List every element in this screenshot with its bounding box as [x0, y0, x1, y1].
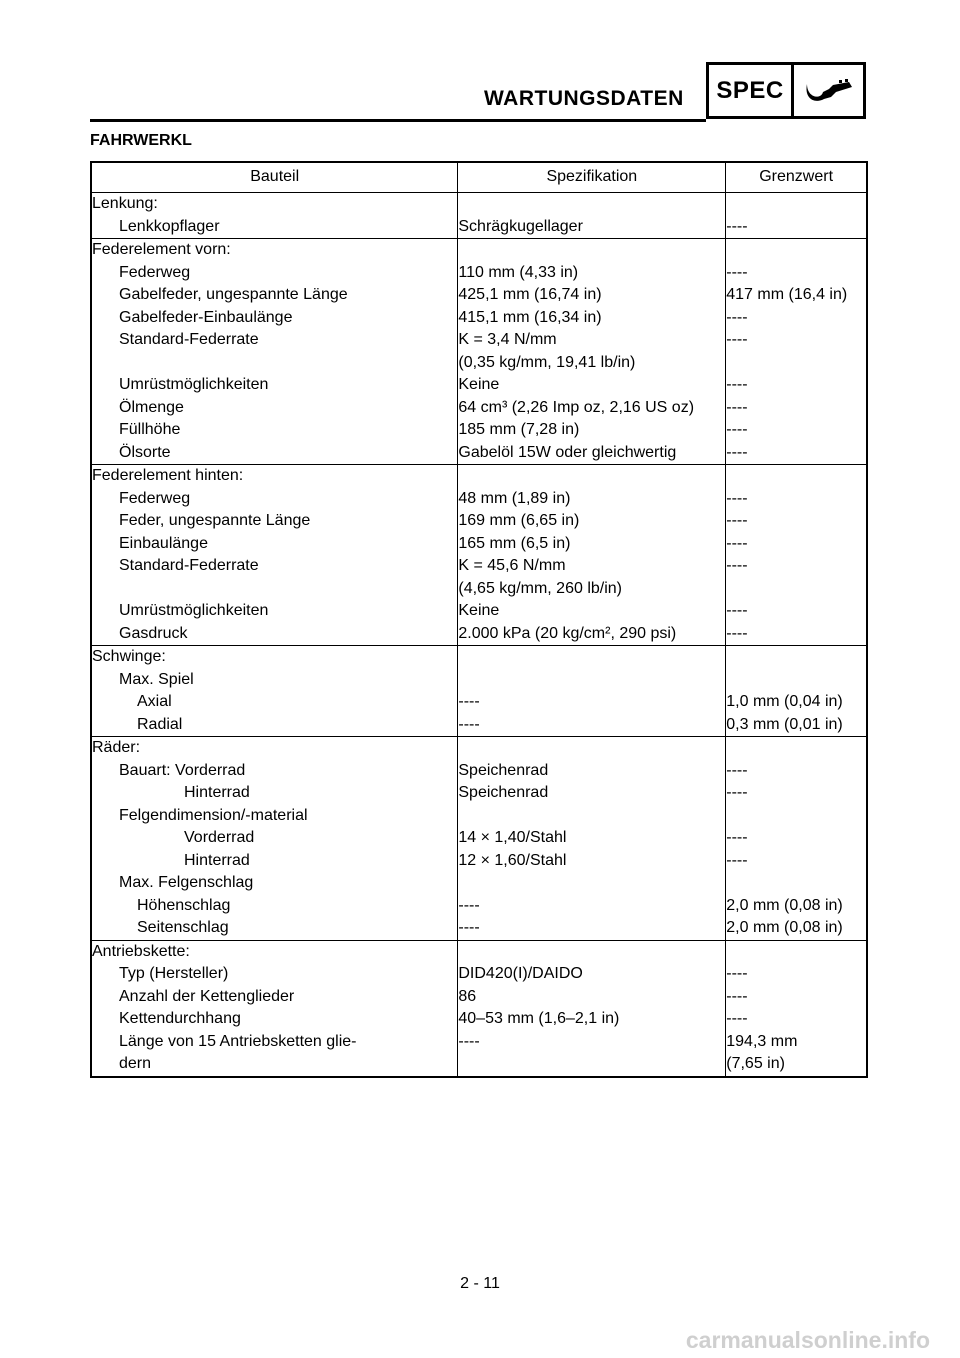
cell-bauteil [91, 352, 458, 375]
cell-bauteil: Bauart: Vorderrad [119, 761, 246, 779]
cell-spezifikation: Gabelöl 15W oder gleichwertig [458, 442, 726, 465]
cell-grenzwert: 0,3 mm (0,01 in) [726, 714, 867, 737]
table-row [91, 352, 867, 375]
cell-grenzwert: ---- [726, 963, 867, 986]
cell-spezifikation: 64 cm³ (2,26 Imp oz, 2,16 US oz) [458, 397, 726, 420]
cell-grenzwert: ---- [726, 419, 867, 442]
cell-grenzwert [726, 940, 867, 963]
cell-spezifikation: 165 mm (6,5 in) [458, 533, 726, 556]
cell-bauteil: Radial [137, 715, 183, 733]
cell-grenzwert: ---- [726, 307, 867, 330]
table-group [91, 646, 867, 737]
cell-spezifikation: 169 mm (6,65 in) [458, 510, 726, 533]
cell-spezifikation: (4,65 kg/mm, 260 lb/in) [458, 578, 726, 601]
header-rule [90, 119, 706, 122]
table-row [91, 600, 867, 623]
cell-grenzwert: 194,3 mm [726, 1031, 867, 1054]
cell-grenzwert: ---- [726, 262, 867, 285]
spec-badge [706, 62, 866, 119]
table-row [91, 760, 867, 783]
cell-spezifikation [458, 872, 726, 895]
table-row [91, 1008, 867, 1031]
column-header-grenzwert: Grenzwert [726, 162, 867, 193]
cell-spezifikation: 185 mm (7,28 in) [458, 419, 726, 442]
cell-grenzwert: ---- [726, 533, 867, 556]
table-row [91, 714, 867, 737]
cell-bauteil: Federweg [119, 263, 191, 281]
cell-grenzwert: ---- [726, 442, 867, 465]
cell-spezifikation: ---- [458, 1031, 726, 1054]
cell-spezifikation: Speichenrad [458, 760, 726, 783]
cell-grenzwert: ---- [726, 555, 867, 578]
cell-spezifikation [458, 239, 726, 262]
table-row [91, 850, 867, 873]
cell-spezifikation: DID420(I)/DAIDO [458, 963, 726, 986]
cell-grenzwert [726, 737, 867, 760]
table-row [91, 284, 867, 307]
cell-bauteil: Schwinge: [91, 646, 458, 669]
table-row [91, 262, 867, 285]
cell-spezifikation: 12 × 1,60/Stahl [458, 850, 726, 873]
table-row [91, 1031, 867, 1054]
table-row [91, 691, 867, 714]
cell-bauteil: Lenkkopflager [119, 217, 220, 235]
cell-grenzwert: 417 mm (16,4 in) [726, 284, 867, 307]
cell-spezifikation: 86 [458, 986, 726, 1009]
table-row [91, 419, 867, 442]
cell-grenzwert: ---- [726, 397, 867, 420]
cell-grenzwert: ---- [726, 510, 867, 533]
cell-bauteil: Seitenschlag [137, 919, 229, 936]
cell-spezifikation [458, 805, 726, 828]
cell-grenzwert: ---- [726, 850, 867, 873]
spec-table [90, 161, 868, 1078]
table-row [91, 442, 867, 465]
cell-grenzwert: ---- [726, 488, 867, 511]
table-row [91, 986, 867, 1009]
table-row [91, 623, 867, 646]
cell-grenzwert: ---- [726, 600, 867, 623]
table-row [91, 646, 867, 669]
cell-bauteil: Max. Spiel [119, 670, 194, 688]
cell-bauteil: Lenkung: [92, 195, 158, 212]
cell-grenzwert: ---- [726, 827, 867, 850]
table-row [91, 940, 867, 963]
cell-bauteil: Gabelfeder-Einbaulänge [119, 308, 293, 326]
table-row [91, 307, 867, 330]
table-row [91, 397, 867, 420]
table-row [91, 465, 867, 488]
table-header-row [91, 162, 867, 193]
cell-spezifikation [458, 465, 726, 488]
table-row [91, 782, 867, 805]
cell-grenzwert [726, 669, 867, 692]
cell-bauteil: Höhenschlag [137, 896, 231, 914]
cell-bauteil: Ölsorte [119, 443, 171, 461]
cell-bauteil: Gasdruck [119, 624, 188, 642]
cell-bauteil: Standard-Federrate [119, 331, 259, 348]
table-row [91, 239, 867, 262]
cell-bauteil: Ölmenge [119, 398, 184, 416]
watermark: carmanualsonline.info [685, 1327, 930, 1353]
cell-bauteil: Räder: [91, 737, 458, 760]
table-row [91, 533, 867, 556]
table-row [91, 578, 867, 601]
cell-grenzwert: ---- [726, 623, 867, 646]
cell-bauteil: Felgendimension/-material [119, 806, 308, 824]
cell-bauteil: Feder, ungespannte Länge [119, 512, 311, 529]
cell-bauteil: Federelement hinten: [91, 465, 458, 488]
cell-grenzwert: ---- [726, 986, 867, 1009]
cell-bauteil: Federelement vorn: [91, 239, 458, 262]
cell-spezifikation [458, 1053, 726, 1077]
cell-bauteil: Hinterrad [184, 851, 250, 869]
cell-spezifikation: 415,1 mm (16,34 in) [458, 307, 726, 330]
cell-spezifikation: ---- [458, 895, 726, 918]
cell-spezifikation: 14 × 1,40/Stahl [458, 827, 726, 850]
cell-grenzwert: 2,0 mm (0,08 in) [726, 895, 867, 918]
cell-grenzwert: ---- [726, 216, 867, 239]
cell-spezifikation: 425,1 mm (16,74 in) [458, 284, 726, 307]
cell-grenzwert: ---- [726, 1008, 867, 1031]
cell-bauteil: Antriebskette: [91, 940, 458, 963]
cell-spezifikation: ---- [458, 917, 726, 940]
cell-grenzwert [726, 193, 867, 216]
table-group [91, 465, 867, 646]
cell-grenzwert [726, 646, 867, 669]
cell-spezifikation: Keine [458, 374, 726, 397]
cell-bauteil: Gabelfeder, ungespannte Länge [119, 286, 348, 303]
table-row [91, 827, 867, 850]
cell-grenzwert: ---- [726, 374, 867, 397]
table-row [91, 963, 867, 986]
table-row [91, 193, 867, 216]
cell-spezifikation: K = 45,6 N/mm [458, 555, 726, 578]
page-number: 2 - 11 [460, 1275, 500, 1292]
cell-spezifikation [458, 669, 726, 692]
table-row [91, 805, 867, 828]
cell-spezifikation [458, 193, 726, 216]
cell-grenzwert: (7,65 in) [726, 1053, 867, 1077]
cell-spezifikation: ---- [458, 714, 726, 737]
cell-spezifikation [458, 646, 726, 669]
cell-spezifikation [458, 737, 726, 760]
cell-bauteil: Einbaulänge [119, 534, 208, 552]
cell-bauteil: Standard-Federrate [119, 557, 259, 574]
cell-bauteil: Max. Felgenschlag [119, 874, 254, 891]
cell-bauteil: dern [119, 1055, 152, 1072]
table-row [91, 917, 867, 940]
cell-grenzwert: ---- [726, 329, 867, 352]
cell-grenzwert [726, 465, 867, 488]
cell-grenzwert: 1,0 mm (0,04 in) [726, 691, 867, 714]
cell-bauteil: Federweg [119, 489, 191, 507]
wrench-icon [794, 65, 863, 116]
spec-label: SPEC [709, 65, 794, 116]
cell-grenzwert: ---- [726, 760, 867, 783]
table-row [91, 329, 867, 352]
cell-spezifikation: ---- [458, 691, 726, 714]
cell-spezifikation: 2.000 kPa (20 kg/cm², 290 psi) [458, 623, 726, 646]
table-row [91, 216, 867, 239]
cell-grenzwert [726, 352, 867, 375]
page-title: WARTUNGSDATEN [484, 87, 684, 110]
table-group [91, 239, 867, 465]
table-row [91, 374, 867, 397]
cell-spezifikation: 110 mm (4,33 in) [458, 262, 726, 285]
cell-bauteil: Füllhöhe [119, 421, 181, 438]
table-group [91, 193, 867, 239]
cell-grenzwert: ---- [726, 782, 867, 805]
cell-spezifikation: Schrägkugellager [458, 216, 726, 239]
cell-spezifikation: K = 3,4 N/mm [458, 329, 726, 352]
cell-spezifikation: 48 mm (1,89 in) [458, 488, 726, 511]
cell-grenzwert: 2,0 mm (0,08 in) [726, 917, 867, 940]
cell-bauteil: Hinterrad [184, 784, 250, 801]
cell-bauteil: Typ (Hersteller) [119, 965, 229, 982]
cell-bauteil: Axial [137, 693, 172, 710]
cell-spezifikation [458, 940, 726, 963]
column-header-bauteil: Bauteil [91, 162, 458, 193]
table-row [91, 555, 867, 578]
table-row [91, 510, 867, 533]
table-group [91, 737, 867, 941]
cell-bauteil [91, 578, 458, 601]
table-group [91, 940, 867, 1077]
cell-grenzwert [726, 239, 867, 262]
cell-grenzwert [726, 872, 867, 895]
column-header-spezifikation: Spezifikation [458, 162, 726, 193]
cell-grenzwert [726, 805, 867, 828]
table-row [91, 488, 867, 511]
cell-grenzwert [726, 578, 867, 601]
cell-bauteil: Umrüstmöglichkeiten [119, 602, 269, 619]
table-row [91, 895, 867, 918]
table-row [91, 737, 867, 760]
cell-spezifikation: Keine [458, 600, 726, 623]
cell-bauteil: Kettendurchhang [119, 1010, 241, 1027]
section-title: FAHRWERKL [90, 132, 192, 149]
cell-spezifikation: (0,35 kg/mm, 19,41 lb/in) [458, 352, 726, 375]
cell-bauteil: Anzahl der Kettenglieder [119, 987, 295, 1005]
cell-bauteil: Vorderrad [184, 829, 255, 846]
cell-bauteil: Umrüstmöglichkeiten [119, 376, 269, 393]
cell-bauteil: Länge von 15 Antriebsketten glie- [119, 1032, 357, 1050]
cell-spezifikation: 40–53 mm (1,6–2,1 in) [458, 1008, 726, 1031]
table-row [91, 669, 867, 692]
table-row [91, 1053, 867, 1077]
cell-spezifikation: Speichenrad [458, 782, 726, 805]
table-row [91, 872, 867, 895]
